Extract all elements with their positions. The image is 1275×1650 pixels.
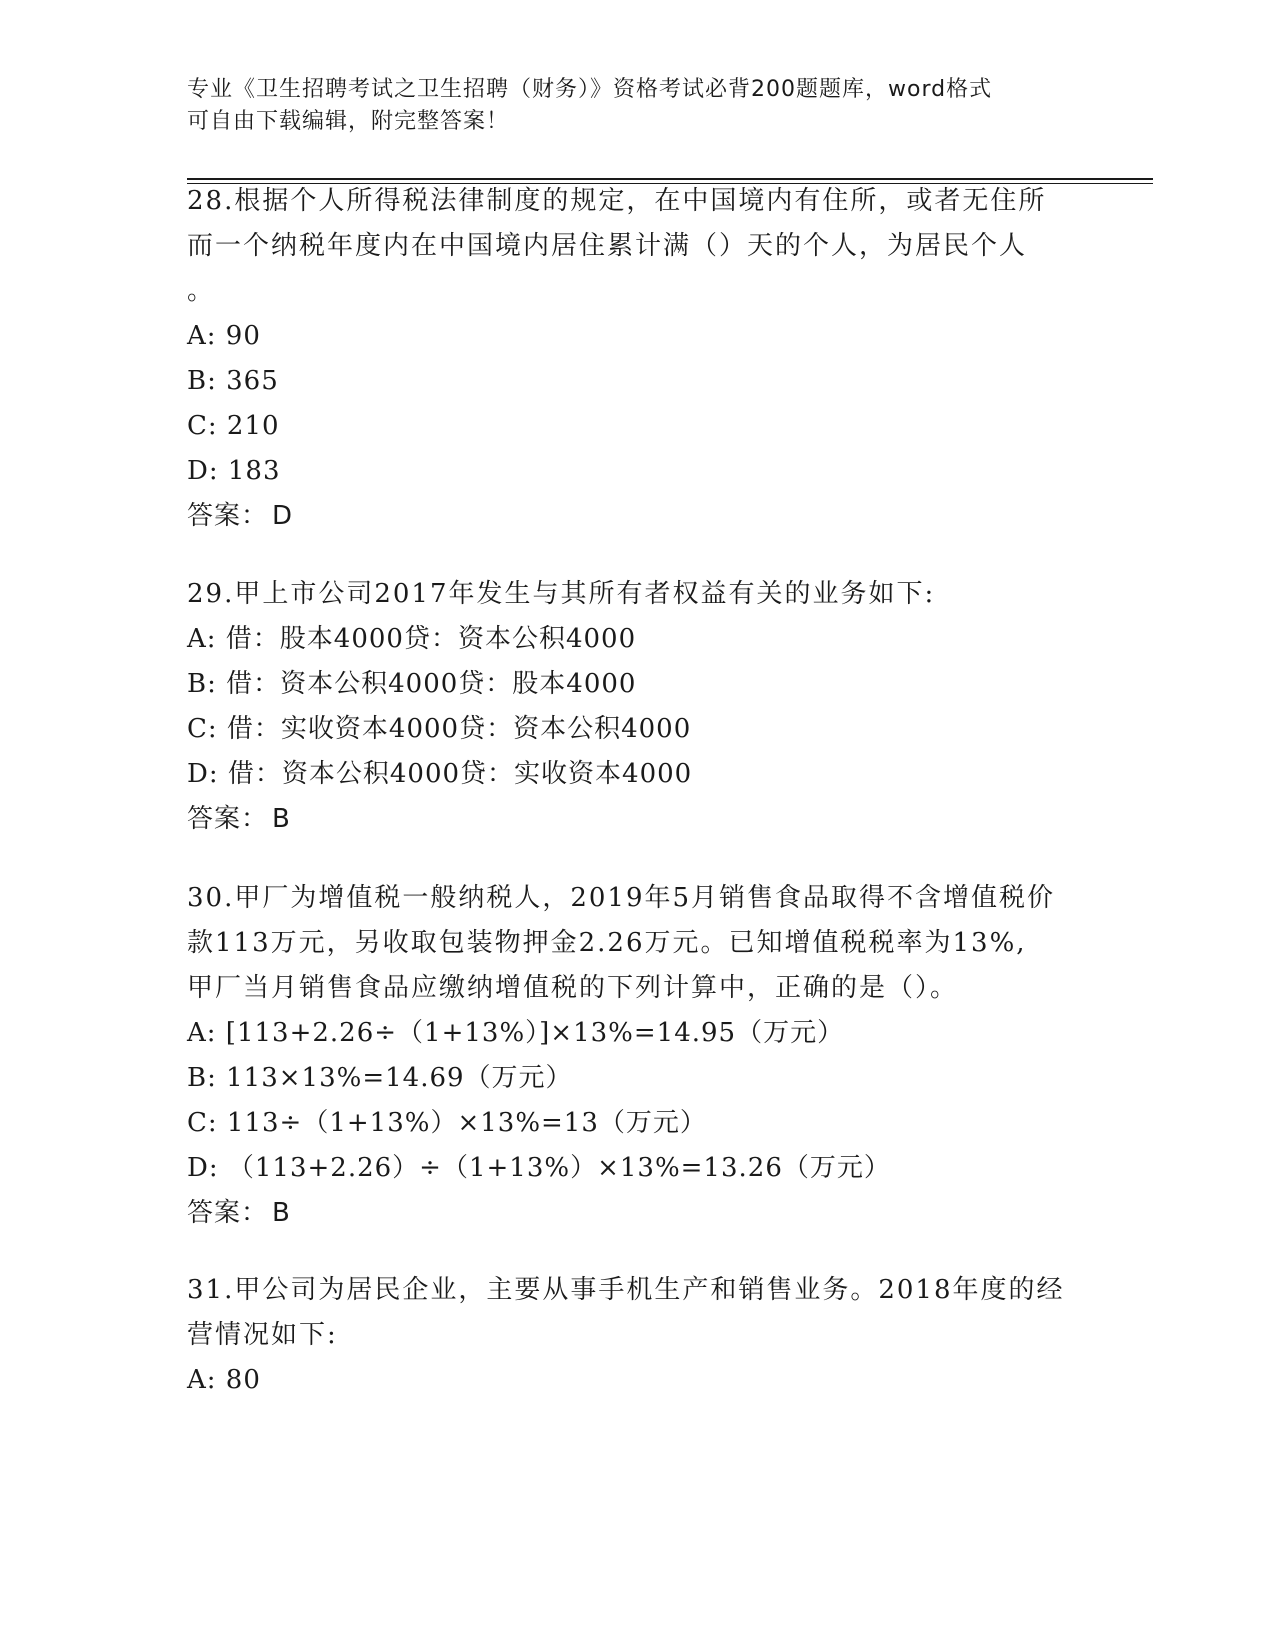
question-block — [187, 572, 1087, 842]
answer-line — [187, 797, 1087, 842]
option-a: A: 90 — [187, 321, 261, 351]
option-b: B: 113×13%=14.69（万元） — [187, 1063, 573, 1093]
answer-label: 答案： — [187, 804, 269, 834]
question-stem-line: 营情况如下: — [187, 1320, 338, 1350]
header-line: 可自由下载编辑，附完整答案！ — [187, 109, 510, 134]
option-c: C: 210 — [187, 411, 280, 441]
option-a: A: 借：股本4000贷：资本公积4000 — [187, 624, 637, 654]
answer-label: 答案： — [187, 1198, 269, 1228]
answer-line — [187, 1191, 1087, 1236]
question-stem — [187, 179, 1087, 314]
question-block — [187, 1268, 1087, 1403]
question-stem-line: 。 — [187, 276, 216, 306]
question-stem-line: 甲厂当月销售食品应缴纳增值税的下列计算中，正确的是（）。 — [187, 973, 959, 1003]
answer-value: D — [272, 501, 294, 531]
answer-value: B — [272, 1198, 291, 1228]
question-stem-line: 28.根据个人所得税法律制度的规定，在中国境内有住所，或者无住所 — [187, 186, 1047, 216]
answer-label: 答案： — [187, 501, 269, 531]
option-c: C: 借：实收资本4000贷：资本公积4000 — [187, 714, 692, 744]
option-b: B: 365 — [187, 366, 279, 396]
question-stem — [187, 1268, 1087, 1358]
answer-value: B — [272, 804, 291, 834]
question-stem-line: 29.甲上市公司2017年发生与其所有者权益有关的业务如下: — [187, 579, 936, 609]
option-a: A: [113+2.26÷（1+13%）]×13%=14.95（万元） — [187, 1018, 845, 1048]
answer-line — [187, 494, 1087, 539]
question-stem-line: 而一个纳税年度内在中国境内居住累计满（）天的个人，为居民个人 — [187, 231, 1028, 261]
option-d: D: 借：资本公积4000贷：实收资本4000 — [187, 759, 693, 789]
option-d: D: 183 — [187, 456, 281, 486]
question-stem — [187, 572, 1087, 617]
question-stem-line: 款113万元，另收取包装物押金2.26万元。已知增值税税率为13%, — [187, 928, 1027, 958]
question-block — [187, 179, 1087, 539]
option-a: A: 80 — [187, 1365, 261, 1395]
question-stem — [187, 876, 1087, 1011]
question-stem-line: 31.甲公司为居民企业，主要从事手机生产和销售业务。2018年度的经 — [187, 1275, 1065, 1305]
document-header — [187, 74, 1087, 138]
option-b: B: 借：资本公积4000贷：股本4000 — [187, 669, 637, 699]
question-stem-line: 30.甲厂为增值税一般纳税人，2019年5月销售食品取得不含增值税价 — [187, 883, 1056, 913]
header-line: 专业《卫生招聘考试之卫生招聘（财务）》资格考试必背200题题库，word格式 — [187, 77, 993, 102]
option-c: C: 113÷（1+13%）×13%=13（万元） — [187, 1108, 707, 1138]
question-block — [187, 876, 1087, 1236]
option-d: D: （113+2.26）÷（1+13%）×13%=13.26（万元） — [187, 1153, 891, 1183]
